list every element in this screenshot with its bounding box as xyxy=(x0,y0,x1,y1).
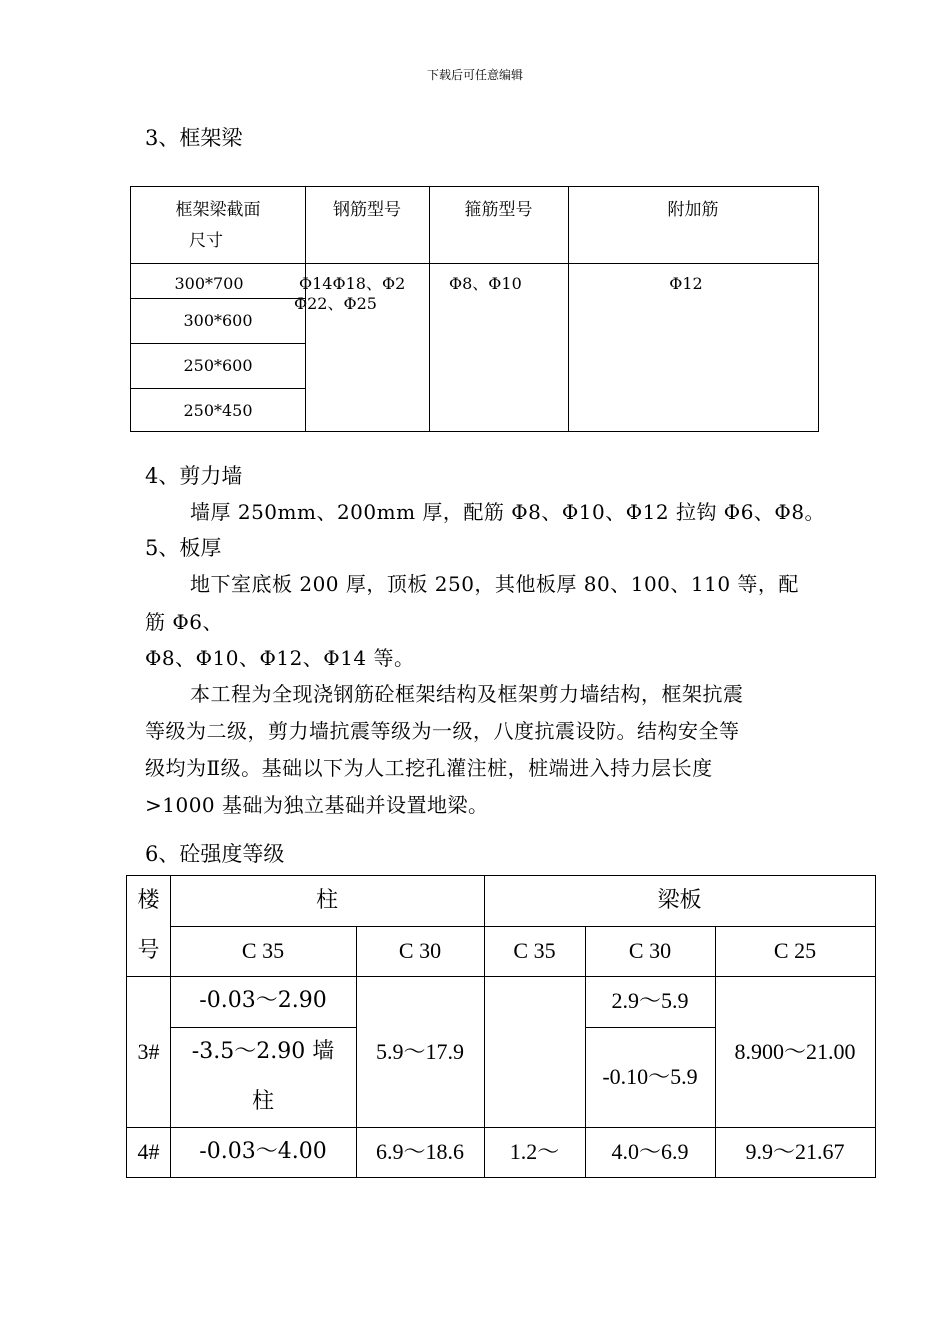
floor-label-2: 号 xyxy=(137,938,160,963)
section5-text-line1: 地下室底板 200 厚，顶板 250，其他板厚 80、100、110 等，配 xyxy=(190,572,799,596)
section4-title: 4、剪力墙 xyxy=(145,464,243,488)
floor-label-1: 楼 xyxy=(137,888,160,913)
header-section-size-1: 框架梁截面 xyxy=(175,200,261,220)
row3-floor: 3# xyxy=(137,1039,160,1064)
row4-beam-c35: 1.2～ xyxy=(509,1139,560,1164)
row3-col-c30: 5.9～17.9 xyxy=(375,1039,464,1064)
row4-col-c35: -0.03～4.00 xyxy=(199,1139,327,1164)
row4-beam-c25: 9.9～21.67 xyxy=(745,1139,845,1164)
section5-title: 5、板厚 xyxy=(145,536,222,560)
header-extra: 附加筋 xyxy=(667,200,719,220)
section4-text: 墙厚 250mm、200mm 厚，配筋 Φ8、Φ10、Φ12 拉钩 Φ6、Φ8。 xyxy=(190,500,826,524)
row4-beam-c30: 4.0～6.9 xyxy=(611,1139,689,1164)
row3-col-c35-b2: 柱 xyxy=(251,1089,274,1114)
header-stirrup: 箍筋型号 xyxy=(464,200,533,220)
row4-floor: 4# xyxy=(137,1139,160,1164)
section5-text-line2: 筋 Φ6、 xyxy=(145,610,223,634)
grade-beam-c35: C 35 xyxy=(513,938,556,963)
rebar-types-line1: Φ14Φ18、Φ2 xyxy=(299,274,406,293)
page-header: 下载后可任意编辑 xyxy=(426,68,523,82)
paragraph-line4: >1000 基础为独立基础并设置地梁。 xyxy=(145,793,489,817)
grade-col-c30: C 30 xyxy=(398,938,442,963)
column-group-header: 柱 xyxy=(315,888,338,913)
paragraph-line1: 本工程为全现浇钢筋砼框架结构及框架剪力墙结构，框架抗震 xyxy=(190,682,744,706)
section6-title: 6、砼强度等级 xyxy=(145,842,285,866)
row3-col-c35-b1: -3.5～2.90 墙 xyxy=(191,1039,335,1064)
row3-beam-c25: 8.900～21.00 xyxy=(734,1039,856,1064)
row3-col-c35-a: -0.03～2.90 xyxy=(199,988,327,1013)
grade-beam-c30: C 30 xyxy=(628,938,672,963)
concrete-table xyxy=(126,875,876,1178)
beam-group-header: 梁板 xyxy=(657,888,702,913)
beam-table xyxy=(130,186,819,432)
grade-col-c35: C 35 xyxy=(241,938,285,963)
size-250x600: 250*600 xyxy=(183,356,253,375)
grade-beam-c25: C 25 xyxy=(773,938,817,963)
stirrup-types: Φ8、Φ10 xyxy=(449,274,522,293)
row4-col-c30: 6.9～18.6 xyxy=(375,1139,464,1164)
row3-beam-c30-a: 2.9～5.9 xyxy=(611,988,689,1013)
size-250x450: 250*450 xyxy=(183,401,253,420)
header-section-size-2: 尺寸 xyxy=(189,231,223,251)
paragraph-line2: 等级为二级，剪力墙抗震等级为一级，八度抗震设防。结构安全等 xyxy=(145,719,740,743)
extra-rebar: Φ12 xyxy=(669,274,703,293)
section3-title: 3、框架梁 xyxy=(145,126,243,150)
size-300x700: 300*700 xyxy=(174,274,244,293)
section5-text-line3: Φ8、Φ10、Φ12、Φ14 等。 xyxy=(145,646,415,670)
header-rebar: 钢筋型号 xyxy=(333,200,401,220)
paragraph-line3: 级均为Ⅱ级。基础以下为人工挖孔灌注桩，桩端进入持力层长度 xyxy=(145,756,713,780)
rebar-types-line2: Φ22、Φ25 xyxy=(294,294,377,313)
row3-beam-c30-b: -0.10～5.9 xyxy=(602,1064,698,1089)
size-300x600: 300*600 xyxy=(183,311,253,330)
